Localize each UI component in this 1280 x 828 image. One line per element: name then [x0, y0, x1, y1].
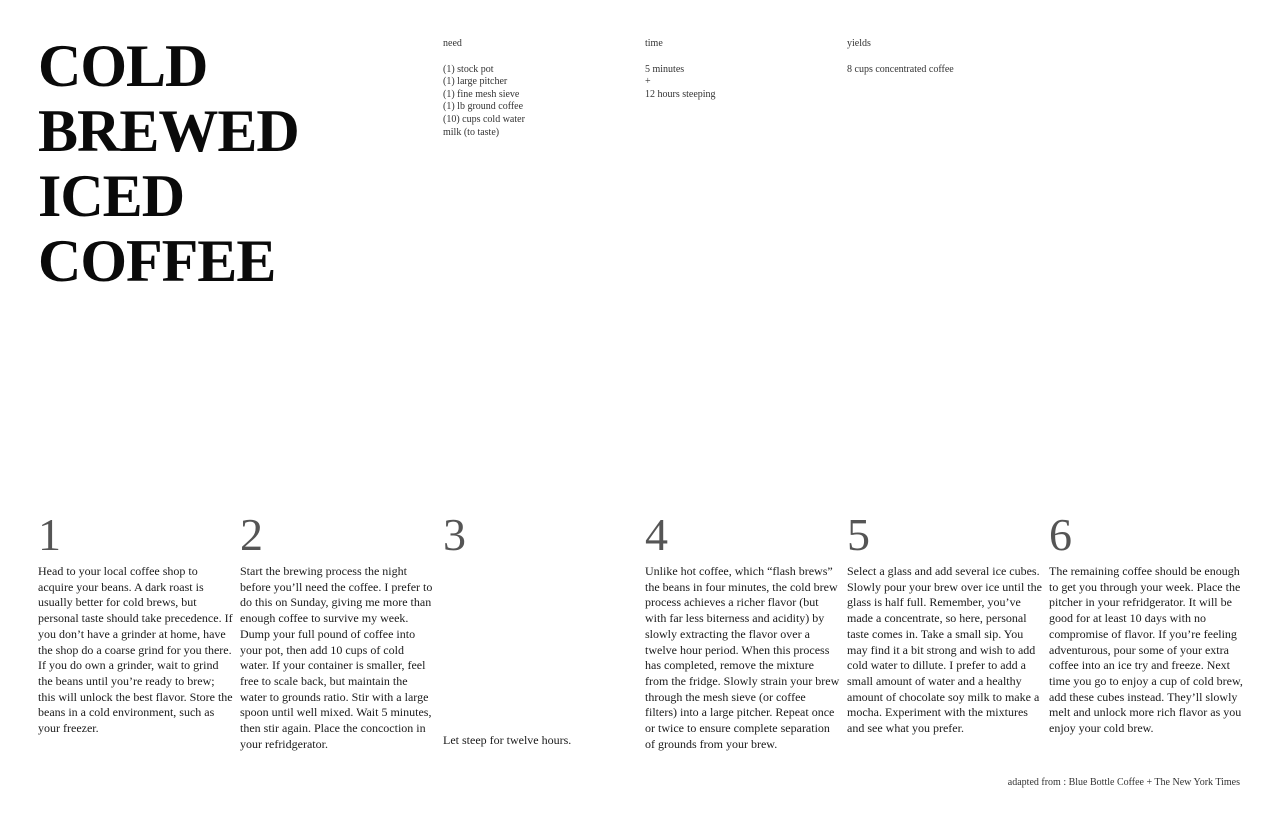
step-number: 1: [38, 509, 61, 560]
title-line: COLD: [38, 33, 208, 99]
step-text: Select a glass and add several ice cubes. Slowly pour your brew over ice until the glass is half full. Remember, you’ve made a concentrate, so here, personal taste comes in. Take a small sip. You may find it a bit strong and wish to add cold water to dillute. I prefer to add a small amount of water and a healthy amount of chocolate soy milk to make a mocha. Experiment with the mixtures and see what you prefer.: [847, 564, 1042, 736]
step-number: 6: [1049, 509, 1072, 560]
time-item: +: [645, 76, 651, 88]
need-section: [443, 38, 525, 139]
recipe-title: [38, 34, 299, 294]
step-5: [847, 510, 1042, 737]
step-text: Unlike hot coffee, which “flash brews” the beans in four minutes, the cold brew process achieves a richer flavor (but with far less biterness and acidity) by slowly extracting the flavor over a twelve hour period. When this process has completed, remove the mixture from the fridge. Slowly strain your brew through the mesh sieve (or coffee filters) into a large pitcher. Repeat once or twice to ensure complete separation of grounds from your brew.: [645, 564, 840, 751]
step-4: [645, 510, 840, 752]
time-label: time: [645, 38, 663, 49]
step-number: 2: [240, 509, 263, 560]
need-item: (1) fine mesh sieve: [443, 88, 520, 100]
step-number: 4: [645, 509, 668, 560]
source-credit: adapted from : Blue Bottle Coffee + The New York Times: [1007, 777, 1240, 788]
time-section: [645, 38, 716, 101]
step-text: The remaining coffee should be enough to get you through your week. Place the pitcher in your refridgerator. It will be good for at least 10 days with no compromise of flavor. If you’re feeling adventurous, pour some of your extra coffee into an ice try and freeze. Next time you go to enjoy a cup of cold brew, add these cubes instead. They’ll slowly melt and unlock more rich flavor as you enjoy your cold brew.: [1049, 564, 1243, 736]
step-number: 5: [847, 509, 870, 560]
time-item: 5 minutes: [645, 63, 685, 75]
yields-section: [847, 38, 954, 76]
need-item: (1) lb ground coffee: [443, 101, 524, 113]
time-item: 12 hours steeping: [645, 88, 716, 100]
title-line: ICED: [38, 163, 185, 229]
step-6: [1049, 510, 1244, 737]
step-text: Let steep for twelve hours.: [443, 733, 572, 747]
step-text: Head to your local coffee shop to acquire your beans. A dark roast is usually better for cold brews, but personal taste should take precedence. If you don’t have a grinder at home, have the shop do a coarse grind for you there. If you do own a grinder, wait to grind the beans until you’re ready to brew; this will unlock the best flavor. Store the beans in a cold environment, such as your freezer.: [38, 564, 233, 736]
need-item: (10) cups cold water: [443, 113, 525, 125]
step-3: [443, 510, 638, 752]
need-item: milk (to taste): [443, 126, 500, 138]
need-item: (1) stock pot: [443, 63, 494, 75]
step-number: 3: [443, 509, 466, 560]
title-line: BREWED: [38, 98, 299, 164]
need-item: (1) large pitcher: [443, 76, 508, 88]
yields-label: yields: [847, 38, 871, 49]
step-text: Start the brewing process the night before you’ll need the coffee. I prefer to do this on Sunday, giving me more than enough coffee to survive my week. Dump your full pound of coffee into your pot, then add 10 cups of cold water. If your container is smaller, feel free to scale back, but maintain the water to grounds ratio. Stir with a large spoon until well mixed. Wait 5 minutes, then stir again. Place the concoction in your refridgerator.: [240, 564, 433, 751]
yields-item: 8 cups concentrated coffee: [847, 63, 954, 75]
step-1: [38, 510, 233, 737]
step-2: [240, 510, 435, 752]
title-line: COFFEE: [38, 228, 276, 294]
need-label: need: [443, 38, 462, 49]
